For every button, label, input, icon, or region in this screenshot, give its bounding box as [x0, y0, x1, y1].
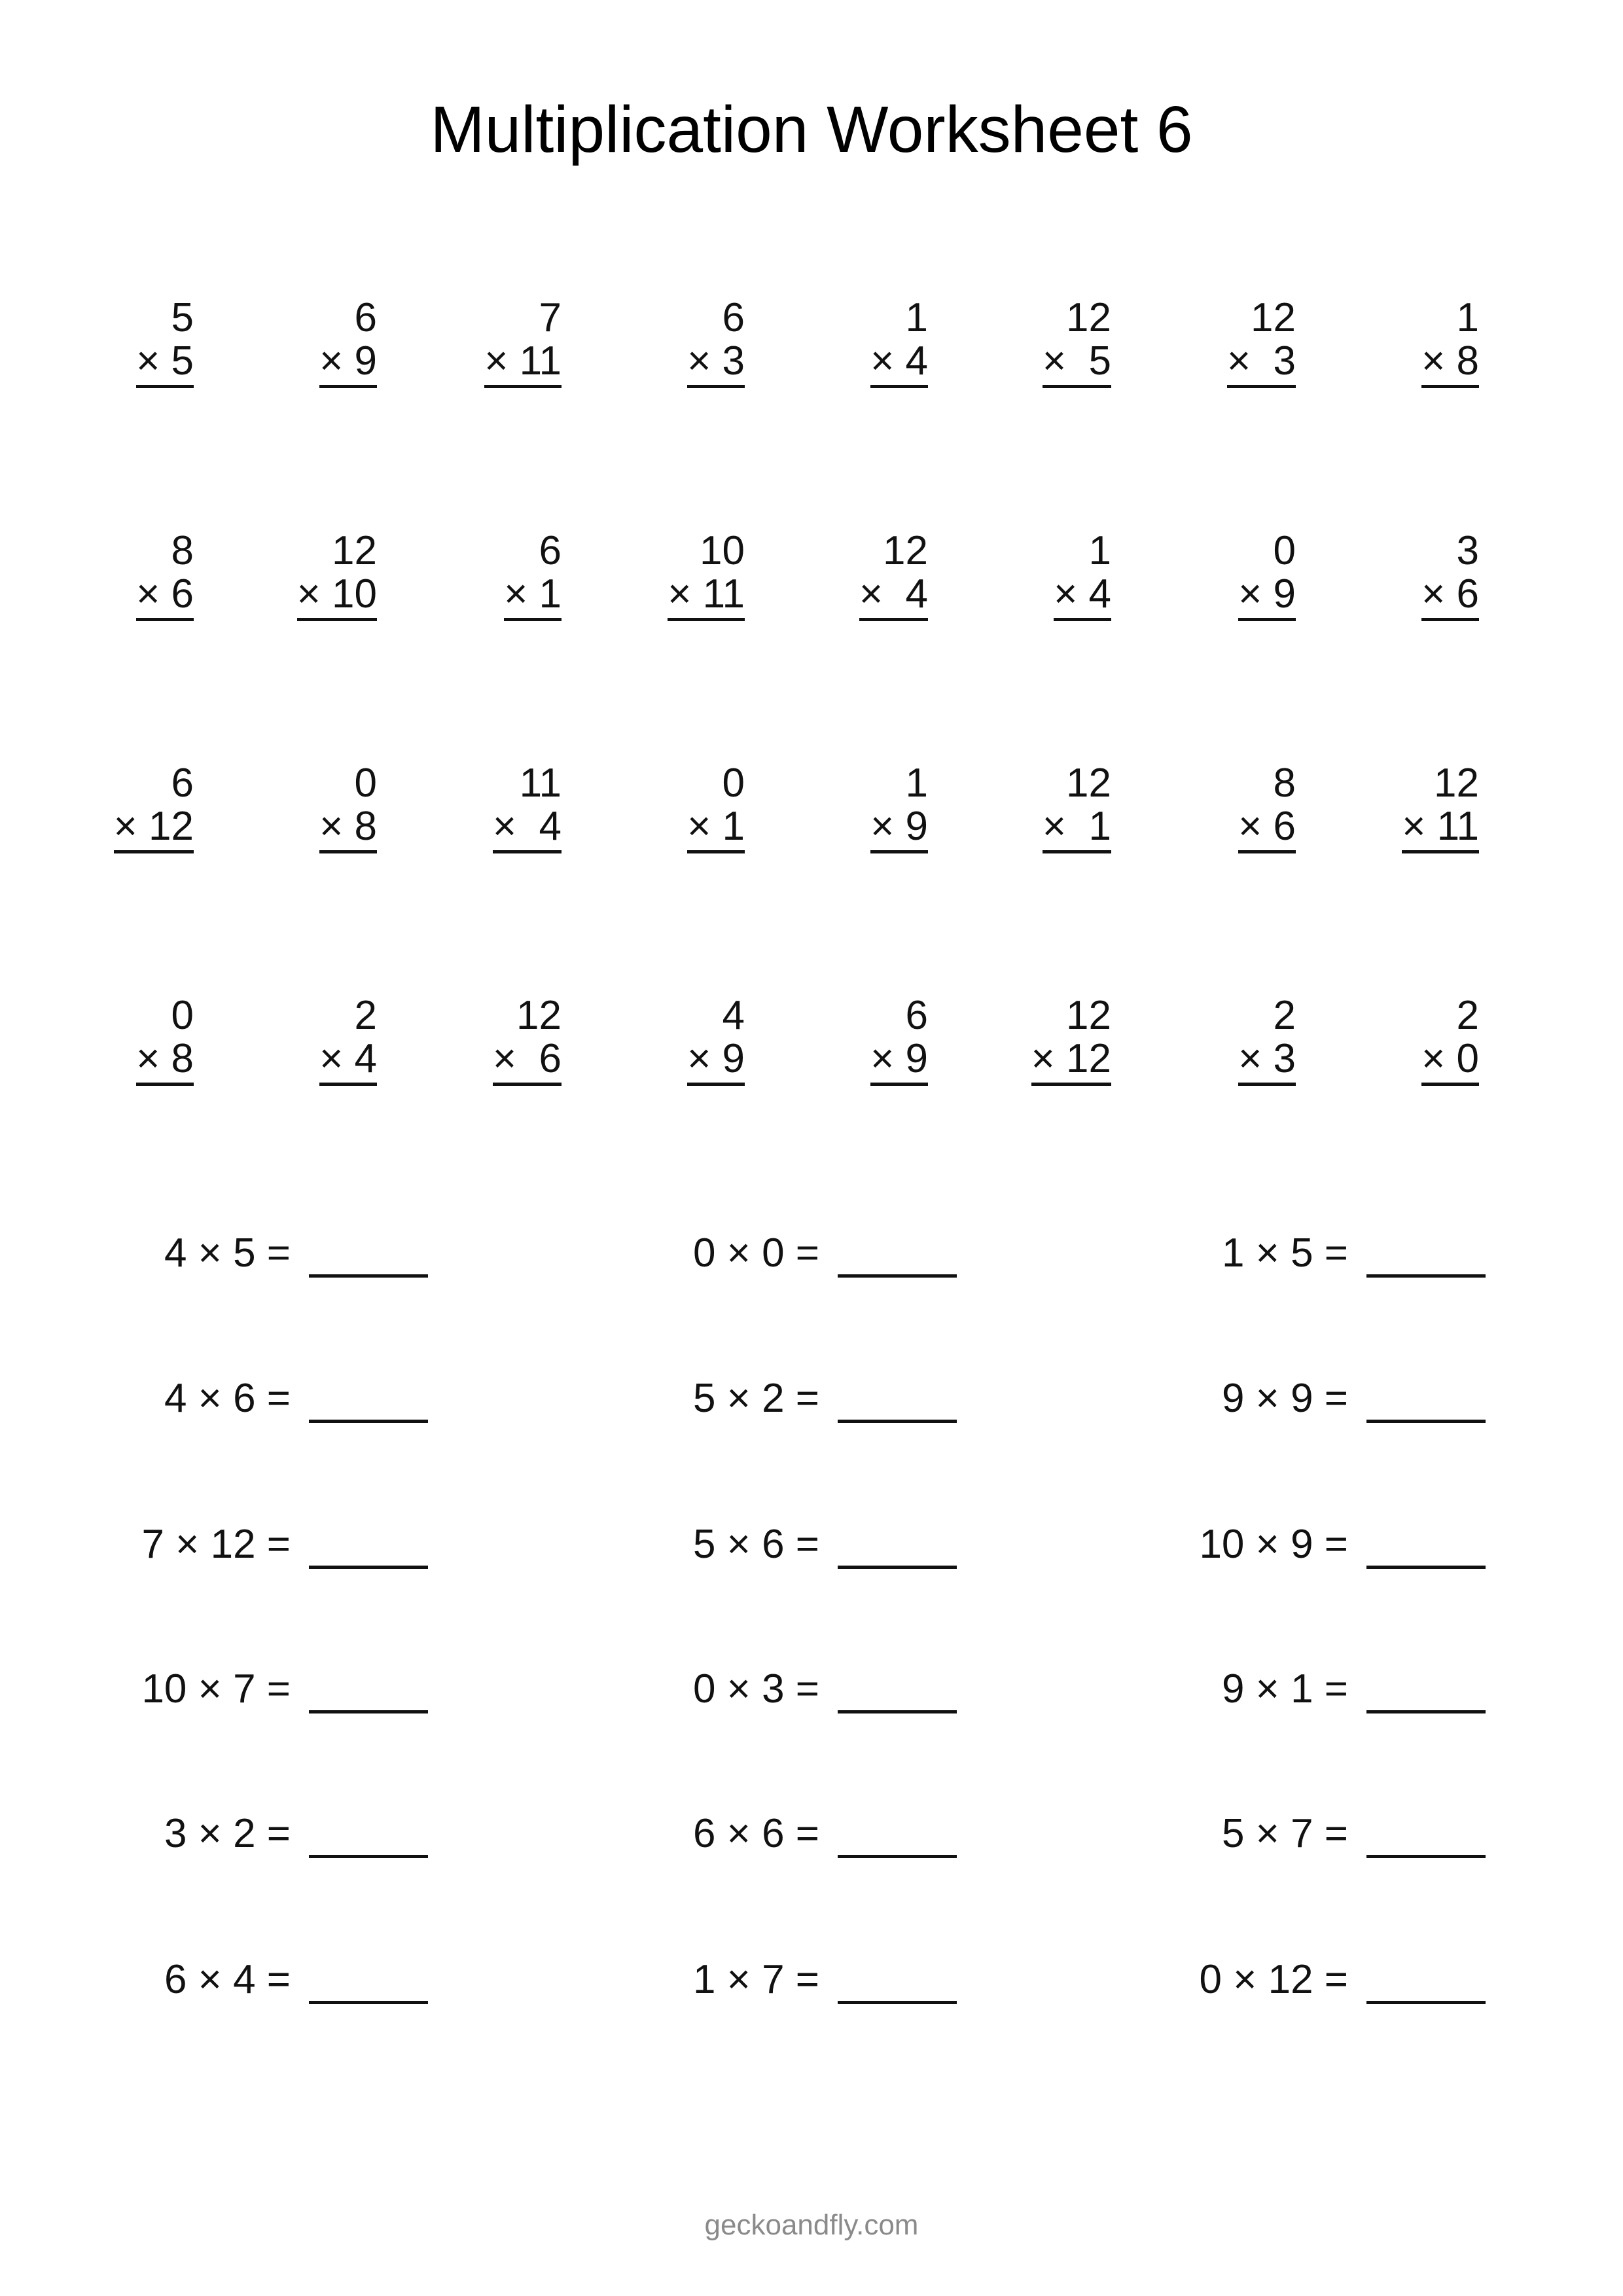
- vertical-problem: [758, 761, 928, 853]
- multiplicand: 12: [883, 528, 928, 573]
- multiplicand: 10: [700, 528, 745, 573]
- equation-expression: 5 × 6 =: [692, 1522, 819, 1567]
- multiplicand: 2: [1456, 993, 1479, 1038]
- vertical-problem: [1126, 761, 1296, 853]
- multiplier: × 9: [319, 339, 377, 388]
- equation-problem: [1119, 1663, 1486, 1729]
- multiplicand: 1: [1088, 528, 1111, 573]
- equation-expression: 9 × 1 =: [1221, 1666, 1348, 1712]
- multiplier: × 8: [136, 1037, 194, 1086]
- multiplier: × 11: [1402, 804, 1479, 853]
- multiplier: × 9: [870, 1037, 928, 1086]
- equation-expression: 9 × 9 =: [1221, 1376, 1348, 1421]
- multiplier: × 6: [493, 1037, 562, 1086]
- footer-site: geckoandfly.com: [704, 2209, 919, 2241]
- multiplier: × 11: [668, 572, 745, 621]
- vertical-problem: [941, 296, 1111, 387]
- multiplier: × 6: [1238, 804, 1296, 853]
- equation-expression: 6 × 4 =: [164, 1957, 291, 2002]
- multiplicand: 1: [905, 761, 928, 806]
- equation-problem: [590, 1227, 957, 1293]
- multiplicand: 0: [354, 761, 377, 806]
- equation-problem: [1119, 1954, 1486, 2019]
- multiplier: × 8: [319, 804, 377, 853]
- answer-blank[interactable]: [838, 1663, 957, 1713]
- multiplier: × 5: [136, 339, 194, 388]
- multiplier: × 9: [687, 1037, 745, 1086]
- multiplier: × 8: [1421, 339, 1479, 388]
- vertical-problem: [391, 761, 562, 853]
- multiplicand: 6: [354, 295, 377, 340]
- equation-expression: 0 × 0 =: [692, 1230, 819, 1276]
- equation-expression: 10 × 7 =: [141, 1666, 291, 1712]
- equation-expression: 4 × 6 =: [164, 1376, 291, 1421]
- answer-blank[interactable]: [1366, 1663, 1486, 1713]
- vertical-problem: [207, 761, 377, 853]
- multiplicand: 2: [1273, 993, 1296, 1038]
- equation-problem: [62, 1663, 428, 1729]
- vertical-problem: [575, 529, 745, 620]
- equation-expression: 1 × 5 =: [1221, 1230, 1348, 1276]
- answer-blank[interactable]: [1366, 1372, 1486, 1423]
- vertical-problem: [207, 994, 377, 1085]
- equation-problem: [590, 1954, 957, 2019]
- multiplicand: 0: [171, 993, 194, 1038]
- multiplier: × 3: [1227, 339, 1296, 388]
- multiplicand: 3: [1456, 528, 1479, 573]
- vertical-problem: [1309, 994, 1479, 1085]
- equation-problem: [62, 1808, 428, 1873]
- answer-blank[interactable]: [838, 1227, 957, 1278]
- equation-expression: 0 × 12 =: [1199, 1957, 1348, 2002]
- equation-problem: [62, 1227, 428, 1293]
- multiplicand: 6: [722, 295, 745, 340]
- vertical-problem: [575, 994, 745, 1085]
- equation-expression: 4 × 5 =: [164, 1230, 291, 1276]
- equation-expression: 3 × 2 =: [164, 1811, 291, 1856]
- multiplicand: 0: [1273, 528, 1296, 573]
- multiplier: × 4: [859, 572, 928, 621]
- answer-blank[interactable]: [838, 1372, 957, 1423]
- answer-blank[interactable]: [309, 1663, 428, 1713]
- equation-problem: [62, 1518, 428, 1584]
- vertical-problem: [1126, 529, 1296, 620]
- multiplicand: 0: [722, 761, 745, 806]
- equation-expression: 1 × 7 =: [692, 1957, 819, 2002]
- multiplier: × 4: [493, 804, 562, 853]
- multiplicand: 4: [722, 993, 745, 1038]
- multiplicand: 1: [905, 295, 928, 340]
- multiplicand: 6: [905, 993, 928, 1038]
- multiplicand: 8: [1273, 761, 1296, 806]
- multiplicand: 12: [516, 993, 562, 1038]
- answer-blank[interactable]: [838, 1954, 957, 2004]
- multiplier: × 1: [1043, 804, 1111, 853]
- equation-expression: 0 × 3 =: [692, 1666, 819, 1712]
- multiplier: × 4: [319, 1037, 377, 1086]
- worksheet-title: Multiplication Worksheet 6: [430, 93, 1193, 166]
- answer-blank[interactable]: [309, 1372, 428, 1423]
- equation-expression: 6 × 6 =: [692, 1811, 819, 1856]
- equation-problem: [1119, 1808, 1486, 1873]
- equation-problem: [590, 1808, 957, 1873]
- multiplicand: 6: [539, 528, 562, 573]
- multiplier: × 12: [114, 804, 194, 853]
- multiplicand: 7: [539, 295, 562, 340]
- vertical-problem: [207, 529, 377, 620]
- answer-blank[interactable]: [309, 1808, 428, 1858]
- multiplier: × 3: [687, 339, 745, 388]
- multiplicand: 6: [171, 761, 194, 806]
- multiplier: × 5: [1043, 339, 1111, 388]
- multiplicand: 11: [519, 761, 562, 806]
- multiplicand: 12: [1066, 761, 1111, 806]
- equation-problem: [590, 1663, 957, 1729]
- vertical-problem: [1126, 994, 1296, 1085]
- multiplicand: 2: [354, 993, 377, 1038]
- multiplier: × 9: [1238, 572, 1296, 621]
- multiplier: × 4: [870, 339, 928, 388]
- multiplier: × 11: [484, 339, 562, 388]
- multiplier: × 1: [687, 804, 745, 853]
- vertical-problem: [575, 761, 745, 853]
- multiplier: × 1: [504, 572, 562, 621]
- answer-blank[interactable]: [1366, 1227, 1486, 1278]
- answer-blank[interactable]: [1366, 1518, 1486, 1569]
- multiplicand: 12: [1434, 761, 1479, 806]
- multiplicand: 1: [1456, 295, 1479, 340]
- equation-expression: 7 × 12 =: [141, 1522, 291, 1567]
- vertical-problem: [758, 994, 928, 1085]
- vertical-problem: [575, 296, 745, 387]
- multiplier: × 10: [297, 572, 377, 621]
- answer-blank[interactable]: [309, 1227, 428, 1278]
- multiplier: × 9: [870, 804, 928, 853]
- answer-blank[interactable]: [309, 1954, 428, 2004]
- vertical-problem: [207, 296, 377, 387]
- answer-blank[interactable]: [838, 1518, 957, 1569]
- equation-problem: [62, 1372, 428, 1438]
- multiplicand: 12: [1066, 993, 1111, 1038]
- multiplier: × 3: [1238, 1037, 1296, 1086]
- vertical-problem: [1126, 296, 1296, 387]
- vertical-problem: [24, 761, 194, 853]
- equation-problem: [1119, 1518, 1486, 1584]
- answer-blank[interactable]: [309, 1518, 428, 1569]
- multiplier: × 6: [1421, 572, 1479, 621]
- answer-blank[interactable]: [1366, 1954, 1486, 2004]
- vertical-problem: [941, 761, 1111, 853]
- equation-problem: [1119, 1372, 1486, 1438]
- vertical-problem: [758, 296, 928, 387]
- multiplicand: 12: [332, 528, 377, 573]
- multiplicand: 8: [171, 528, 194, 573]
- vertical-problem: [24, 529, 194, 620]
- equation-expression: 5 × 7 =: [1221, 1811, 1348, 1856]
- vertical-problem: [758, 529, 928, 620]
- equation-problem: [1119, 1227, 1486, 1293]
- vertical-problem: [24, 296, 194, 387]
- multiplicand: 12: [1066, 295, 1111, 340]
- vertical-problem: [1309, 529, 1479, 620]
- multiplicand: 5: [171, 295, 194, 340]
- vertical-problem: [941, 529, 1111, 620]
- answer-blank[interactable]: [1366, 1808, 1486, 1858]
- vertical-problem: [391, 296, 562, 387]
- multiplier: × 6: [136, 572, 194, 621]
- multiplicand: 12: [1251, 295, 1296, 340]
- vertical-problem: [391, 529, 562, 620]
- answer-blank[interactable]: [838, 1808, 957, 1858]
- multiplier: × 0: [1421, 1037, 1479, 1086]
- multiplier: × 4: [1054, 572, 1111, 621]
- vertical-problem: [391, 994, 562, 1085]
- equation-problem: [62, 1954, 428, 2019]
- vertical-problem: [941, 994, 1111, 1085]
- equation-problem: [590, 1372, 957, 1438]
- multiplier: × 12: [1031, 1037, 1111, 1086]
- vertical-problem: [24, 994, 194, 1085]
- equation-expression: 5 × 2 =: [692, 1376, 819, 1421]
- vertical-problem: [1309, 761, 1479, 853]
- equation-expression: 10 × 9 =: [1199, 1522, 1348, 1567]
- equation-problem: [590, 1518, 957, 1584]
- vertical-problem: [1309, 296, 1479, 387]
